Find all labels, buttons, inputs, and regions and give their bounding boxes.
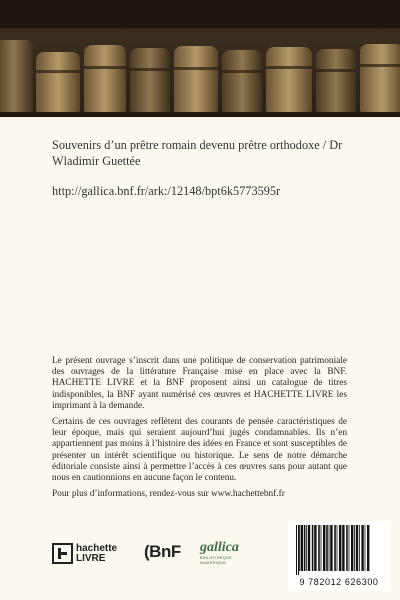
- barcode-bar: [301, 525, 303, 571]
- barcode-bar: [321, 525, 322, 571]
- barcode-bar: [361, 525, 363, 571]
- barcode-bar: [339, 525, 341, 571]
- barcode-bar: [329, 525, 330, 571]
- barcode-bar: [299, 525, 300, 571]
- barcode-bar: [308, 525, 310, 571]
- paragraph-conservation: Le présent ouvrage s’inscrit dans une politique de conservation patrimoniale des ouvrages de la littérature Française mise en place avec la BNF. HACHETTE LIVRE et la BNF proposent ainsi un catalogue de titres indisponibles, la BNF ayant numérisé ces œuvres et HACHETTE LIVRE les imprimant à la demande.: [52, 356, 347, 411]
- barcode-bar: [351, 525, 353, 571]
- bnf-logo: (BnF: [144, 542, 181, 561]
- publisher-note: [52, 356, 347, 505]
- bookshelf-photo-icon: [0, 0, 400, 117]
- barcode-bar: [318, 525, 320, 571]
- barcode-bar: [304, 525, 306, 571]
- barcode-bar: [323, 525, 325, 571]
- barcode-bar: [349, 525, 350, 571]
- barcode-icon: [288, 521, 390, 577]
- barcode-bar: [354, 525, 355, 571]
- barcode-bar: [298, 525, 299, 575]
- barcode-bar: [356, 525, 358, 571]
- isbn-barcode: [288, 521, 390, 591]
- barcode-bar: [312, 525, 314, 571]
- bookshelf-banner-image: [0, 0, 400, 117]
- hachette-logo-line2: LIVRE: [76, 552, 106, 564]
- barcode-bar: [296, 525, 297, 575]
- hachette-livre-logo: [52, 543, 117, 564]
- isbn-number: 9 782012 626300: [299, 577, 379, 587]
- paragraph-disclaimer: Certains de ces ouvrages reflètent des courants de pensée caractéristiques de leur époque, mais qui seraient aujourd’hui jugés condamnables. Ils n’en appartiennent pas moins à l’histoire des idées en France et sont susceptibles de présenter un intérêt scientifique ou historique. Le sens de notre démarche éditoriale consiste ainsi à permettre l’accès à ces œuvres sans pour autant que nous en cautionnions en aucune façon le contenu.: [52, 417, 347, 484]
- barcode-bar: [314, 525, 316, 571]
- barcode-bar: [326, 525, 328, 571]
- barcode-bar: [330, 525, 332, 571]
- gallica-url[interactable]: http://gallica.bnf.fr/ark:/12148/bpt6k5773595r: [52, 184, 281, 198]
- hachette-logo-text: [76, 544, 117, 564]
- gallica-logo-word: gallica: [200, 540, 239, 555]
- gallica-logo: [200, 540, 242, 570]
- barcode-bar: [337, 525, 338, 571]
- hachette-h-icon: [52, 543, 73, 564]
- barcode-bar: [367, 525, 369, 571]
- hachette-logo-line1: hachette: [76, 542, 118, 554]
- barcode-bar: [342, 525, 344, 571]
- paragraph-more-info: Pour plus d’informations, rendez-vous sur www.hachettebnf.fr: [52, 489, 285, 500]
- gallica-logo-subtitle: BIBLIOTHÈQUE NUMÉRIQUE: [200, 555, 232, 565]
- book-title: Souvenirs d’un prêtre romain devenu prêtre orthodoxe / Dr Wladimir Guettée: [52, 138, 343, 168]
- barcode-bar: [346, 525, 348, 571]
- barcode-bar: [334, 525, 336, 571]
- barcode-bar: [359, 525, 360, 571]
- barcode-bar: [365, 525, 366, 571]
- barcode-bar: [306, 525, 307, 571]
